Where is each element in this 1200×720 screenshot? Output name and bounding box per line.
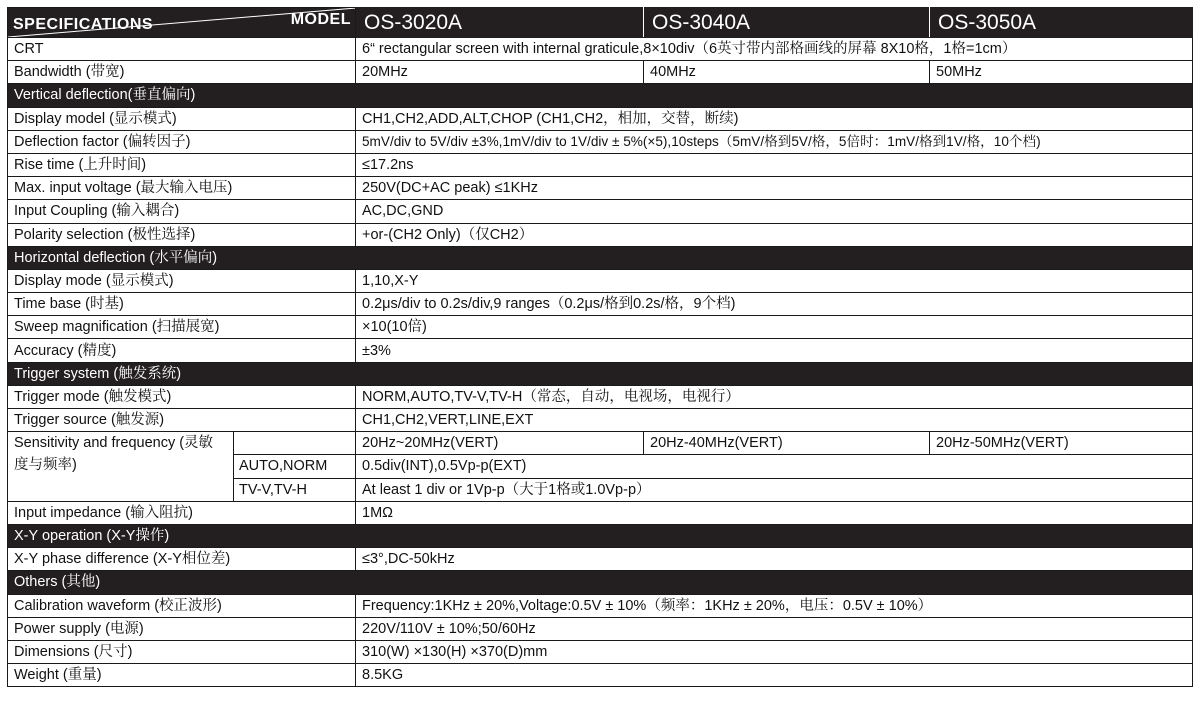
row-value: 8.5KG [356, 664, 1193, 687]
sub-label-tv: TV-V,TV-H [234, 478, 356, 501]
model-header-os-3040a: OS-3040A [644, 8, 930, 38]
row-label: Max. input voltage (最大输入电压) [8, 177, 356, 200]
row-value: 1MΩ [356, 501, 1193, 524]
section-vertical-deflection [8, 84, 1193, 107]
row-label: Accuracy (精度) [8, 339, 356, 362]
bandwidth-os-3040a: 40MHz [644, 61, 930, 84]
row-value: NORM,AUTO,TV-V,TV-H（常态，自动，电视场，电视行） [356, 385, 1193, 408]
row-label: Weight (重量) [8, 664, 356, 687]
sensitivity-os-3040a: 20Hz-40MHz(VERT) [644, 432, 930, 455]
row-time-base [8, 293, 1193, 316]
row-value: ≤17.2ns [356, 153, 1193, 176]
row-value: 5mV/div to 5V/div ±3%,1mV/div to 1V/div ± 5%(×5),10steps（5mV/格到5V/格，5倍时：1mV/格到1V/格，10个档) [356, 130, 1193, 153]
section-horizontal-deflection [8, 246, 1193, 269]
row-label: Rise time (上升时间) [8, 153, 356, 176]
row-deflection-factor [8, 130, 1193, 153]
row-value: CH1,CH2,ADD,ALT,CHOP (CH1,CH2，相加，交替，断续) [356, 107, 1193, 130]
row-trigger-mode [8, 385, 1193, 408]
row-sweep-magnification [8, 316, 1193, 339]
row-label: Power supply (电源) [8, 617, 356, 640]
row-accuracy [8, 339, 1193, 362]
row-value: AC,DC,GND [356, 200, 1193, 223]
row-rise-time [8, 153, 1193, 176]
row-label: Deflection factor (偏转因子) [8, 130, 356, 153]
row-value: Frequency:1KHz ± 20%,Voltage:0.5V ± 10%（频率：1KHz ± 20%，电压：0.5V ± 10%） [356, 594, 1193, 617]
row-polarity-selection [8, 223, 1193, 246]
row-label: Display mode (显示模式) [8, 269, 356, 292]
row-label: Sweep magnification (扫描展宽) [8, 316, 356, 339]
row-label: Display model (显示模式) [8, 107, 356, 130]
row-value: At least 1 div or 1Vp-p（大于1格或1.0Vp-p） [356, 478, 1193, 501]
sensitivity-os-3050a: 20Hz-50MHz(VERT) [930, 432, 1193, 455]
blank-cell [234, 432, 356, 455]
header-corner-cell [8, 8, 356, 38]
row-value: 6“ rectangular screen with internal graticule,8×10div（6英寸带内部格画线的屏幕 8X10格，1格=1cm） [356, 38, 1193, 61]
row-display-mode [8, 269, 1193, 292]
row-value: 250V(DC+AC peak) ≤1KHz [356, 177, 1193, 200]
row-value: ±3% [356, 339, 1193, 362]
row-label: Polarity selection (极性选择) [8, 223, 356, 246]
row-value: 0.2μs/div to 0.2s/div,9 ranges（0.2μs/格到0.2s/格，9个档) [356, 293, 1193, 316]
section-xy-operation [8, 524, 1193, 547]
row-label: Input impedance (输入阻抗) [8, 501, 356, 524]
section-title: Trigger system (触发系统) [8, 362, 1193, 385]
row-display-model [8, 107, 1193, 130]
section-title: Horizontal deflection (水平偏向) [8, 246, 1193, 269]
row-crt [8, 38, 1193, 61]
bandwidth-os-3050a: 50MHz [930, 61, 1193, 84]
row-value: 0.5div(INT),0.5Vp-p(EXT) [356, 455, 1193, 478]
model-label: MODEL [290, 11, 351, 28]
row-label: Input Coupling (输入耦合) [8, 200, 356, 223]
sensitivity-os-3020a: 20Hz~20MHz(VERT) [356, 432, 644, 455]
row-label: X-Y phase difference (X-Y相位差) [8, 548, 356, 571]
row-max-input-voltage [8, 177, 1193, 200]
row-label: Dimensions (尺寸) [8, 640, 356, 663]
row-xy-phase-difference [8, 548, 1193, 571]
row-value: CH1,CH2,VERT,LINE,EXT [356, 409, 1193, 432]
row-value: ≤3°,DC-50kHz [356, 548, 1193, 571]
row-label: Trigger mode (触发模式) [8, 385, 356, 408]
model-header-os-3020a: OS-3020A [356, 8, 644, 38]
row-value: 310(W) ×130(H) ×370(D)mm [356, 640, 1193, 663]
row-label: Bandwidth (带宽) [8, 61, 356, 84]
row-label: Time base (时基) [8, 293, 356, 316]
row-dimensions [8, 640, 1193, 663]
section-title: X-Y operation (X-Y操作) [8, 524, 1193, 547]
specifications-label: SPECIFICATIONS [13, 16, 154, 33]
row-sensitivity-frequency [8, 432, 1193, 455]
row-power-supply [8, 617, 1193, 640]
row-input-impedance [8, 501, 1193, 524]
row-calibration-waveform [8, 594, 1193, 617]
header-row [8, 8, 1193, 38]
section-title: Vertical deflection(垂直偏向) [8, 84, 1193, 107]
row-value: 1,10,X-Y [356, 269, 1193, 292]
row-weight [8, 664, 1193, 687]
row-value: 220V/110V ± 10%;50/60Hz [356, 617, 1193, 640]
row-trigger-source [8, 409, 1193, 432]
sub-label-auto-norm: AUTO,NORM [234, 455, 356, 478]
row-label: Sensitivity and frequency (灵敏度与频率) [8, 432, 234, 502]
section-trigger-system [8, 362, 1193, 385]
row-label: Trigger source (触发源) [8, 409, 356, 432]
section-title: Others (其他) [8, 571, 1193, 594]
row-label: Calibration waveform (校正波形) [8, 594, 356, 617]
specifications-table [7, 7, 1193, 687]
row-value: ×10(10倍) [356, 316, 1193, 339]
bandwidth-os-3020a: 20MHz [356, 61, 644, 84]
row-label: CRT [8, 38, 356, 61]
row-input-coupling [8, 200, 1193, 223]
section-others [8, 571, 1193, 594]
row-value: +or-(CH2 Only)（仅CH2） [356, 223, 1193, 246]
row-bandwidth [8, 61, 1193, 84]
model-header-os-3050a: OS-3050A [930, 8, 1193, 38]
